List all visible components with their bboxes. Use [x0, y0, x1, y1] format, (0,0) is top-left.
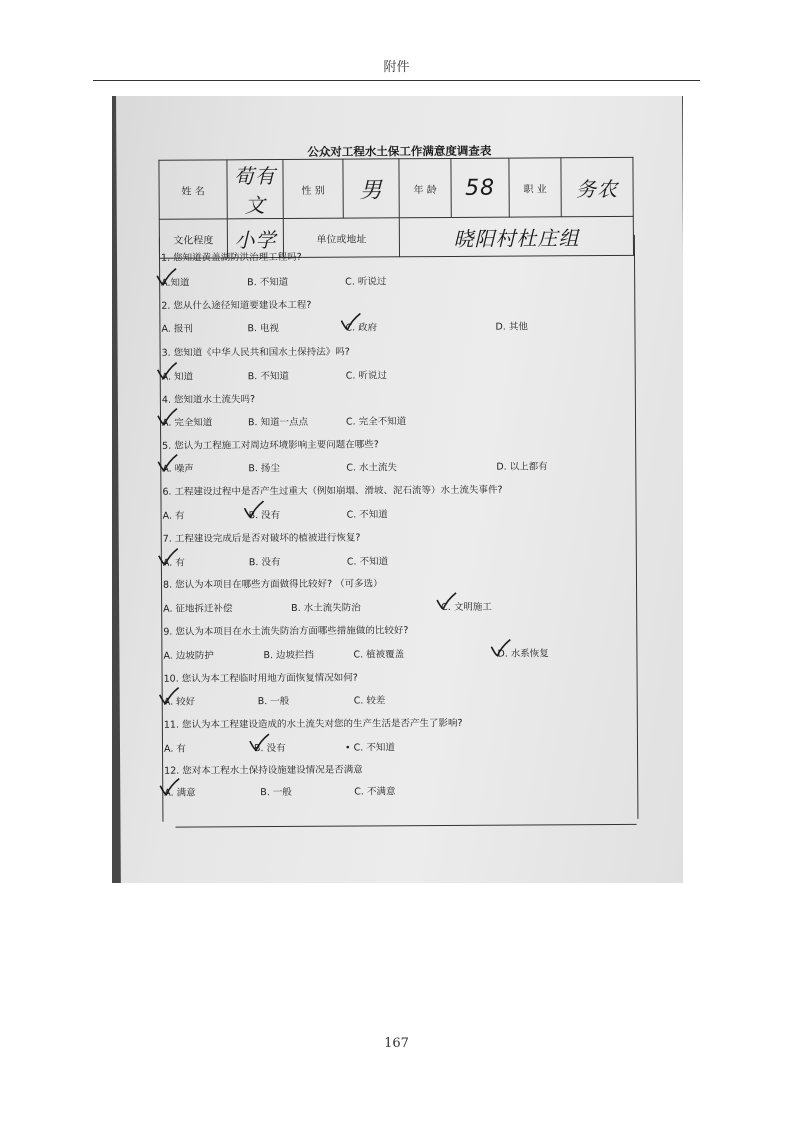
question-4: 4. 您知道水土流失吗?	[161, 394, 256, 406]
page-number: 167	[384, 1036, 409, 1051]
name-label: 姓 名	[159, 160, 227, 219]
page-header: 附件	[383, 60, 410, 75]
checkmark-icon	[157, 548, 179, 566]
q12-option-a: A. 满意	[164, 787, 196, 799]
question-10: 10. 您认为本工程临时用地方面恢复情况如何?	[163, 672, 358, 685]
checkmark-icon	[435, 592, 457, 610]
q11-option-b: B. 没有	[253, 742, 286, 755]
question-11: 11. 您认为本工程建设造成的水土流失对您的生产生活是否产生了影响?	[163, 717, 463, 731]
unit-label: 单位或地址	[283, 218, 399, 258]
q2-option-c: C. 政府	[345, 322, 378, 334]
name-value: 荀有文	[227, 159, 283, 218]
q8-option-c: C. 文明施工	[441, 601, 492, 614]
q3-option-a: A. 知道	[161, 371, 194, 383]
q11-option-c: • C. 不知道	[344, 742, 395, 754]
q10-option-b: B. 一般	[257, 695, 290, 708]
q7-option-c: C. 不知道	[346, 556, 389, 568]
q3-option-b: B. 不知道	[247, 370, 289, 383]
q10-option-c: C. 较差	[353, 695, 386, 707]
question-9: 9. 您认为本项目在水土流失防治方面哪些措施做的比较好?	[163, 625, 409, 638]
checkmark-icon	[155, 268, 177, 286]
q12-option-c: C. 不满意	[354, 786, 396, 798]
question-8: 8. 您认为本项目在哪些方面做得比较好? （可多选）	[162, 578, 383, 591]
q9-option-a: A. 边坡防护	[163, 650, 214, 662]
q5-option-a: A. 噪声	[162, 463, 194, 475]
gender-value: 男	[343, 159, 399, 218]
age-label: 年 龄	[399, 158, 451, 217]
q10-option-a: A. 较好	[163, 696, 196, 708]
q4-option-c: C. 完全不知道	[345, 416, 407, 428]
q4-option-a: A. 完全知道	[161, 417, 213, 429]
q1-option-c: C. 听说过	[345, 276, 387, 288]
q5-option-d: D. 以上都有	[496, 461, 548, 473]
q8-option-a: A. 征地拆迁补偿	[163, 603, 233, 615]
questions-box	[159, 235, 639, 822]
form-bottom-line	[175, 824, 636, 828]
form-title: 公众对工程水土保工作满意度调查表	[307, 143, 492, 159]
q6-option-b: B. 没有	[248, 510, 281, 522]
q7-option-a: A. 有	[162, 557, 185, 569]
survey-paper	[116, 96, 683, 883]
checkmark-icon	[339, 313, 361, 331]
age-value: 58	[451, 158, 509, 217]
checkmark-icon	[156, 408, 178, 426]
checkmark-icon	[242, 500, 264, 518]
q3-option-c: C. 听说过	[345, 370, 387, 382]
education-label: 文化程度	[159, 219, 227, 258]
q7-option-b: B. 没有	[248, 557, 281, 569]
header-rule	[93, 80, 700, 81]
q12-option-b: B. 一般	[260, 786, 292, 799]
q6-option-a: A. 有	[162, 510, 185, 522]
q6-option-c: C. 不知道	[346, 509, 388, 521]
q1-option-b: B. 不知道	[247, 276, 289, 289]
q4-option-b: B. 知道一点点	[247, 416, 309, 429]
checkmark-icon	[158, 778, 180, 796]
question-12: 12. 您对本工程水土保持设施建设情况是否满意	[164, 764, 363, 777]
question-2: 2. 您从什么途径知道要建设本工程?	[161, 299, 312, 312]
job-label: 职 业	[509, 158, 561, 217]
q1-option-a: A.知道	[161, 277, 190, 289]
checkmark-icon	[248, 733, 270, 751]
q9-option-c: C. 植被覆盖	[353, 649, 405, 661]
job-value: 务农	[561, 157, 633, 216]
q5-option-c: C. 水土流失	[346, 462, 398, 474]
question-3: 3. 您知道《中华人民共和国水土保持法》吗?	[161, 346, 350, 359]
question-7: 7. 工程建设完成后是否对破坏的植被进行恢复?	[162, 532, 361, 545]
q9-option-d: D. 水系恢复	[497, 648, 549, 660]
question-5: 5. 您认为工程施工对周边环境影响主要问题在哪些?	[162, 439, 379, 452]
q2-option-a: A. 报刊	[161, 323, 193, 335]
checkmark-icon	[489, 639, 511, 657]
q11-option-a: A. 有	[163, 743, 186, 755]
q2-option-b: B. 电视	[247, 323, 280, 335]
question-1: 1. 您知道黄盖湖防洪治理工程吗?	[160, 251, 302, 264]
q9-option-b: B. 边坡拦挡	[263, 649, 315, 662]
question-6: 6. 工程建设过程中是否产生过重大（例如崩塌、滑坡、泥石流等）水土流失事件?	[162, 484, 503, 498]
q2-option-d: D. 其他	[495, 321, 528, 333]
checkmark-icon	[156, 454, 178, 472]
q5-option-b: B. 扬尘	[248, 463, 280, 475]
education-value: 小学	[227, 218, 283, 257]
survey-photo	[112, 96, 683, 883]
gender-label: 性 别	[283, 159, 343, 218]
q8-option-b: B. 水土流失防治	[291, 602, 361, 614]
checkmark-icon	[158, 687, 180, 705]
unit-value: 晓阳村杜庄组	[399, 216, 633, 256]
checkmark-icon	[156, 362, 178, 380]
